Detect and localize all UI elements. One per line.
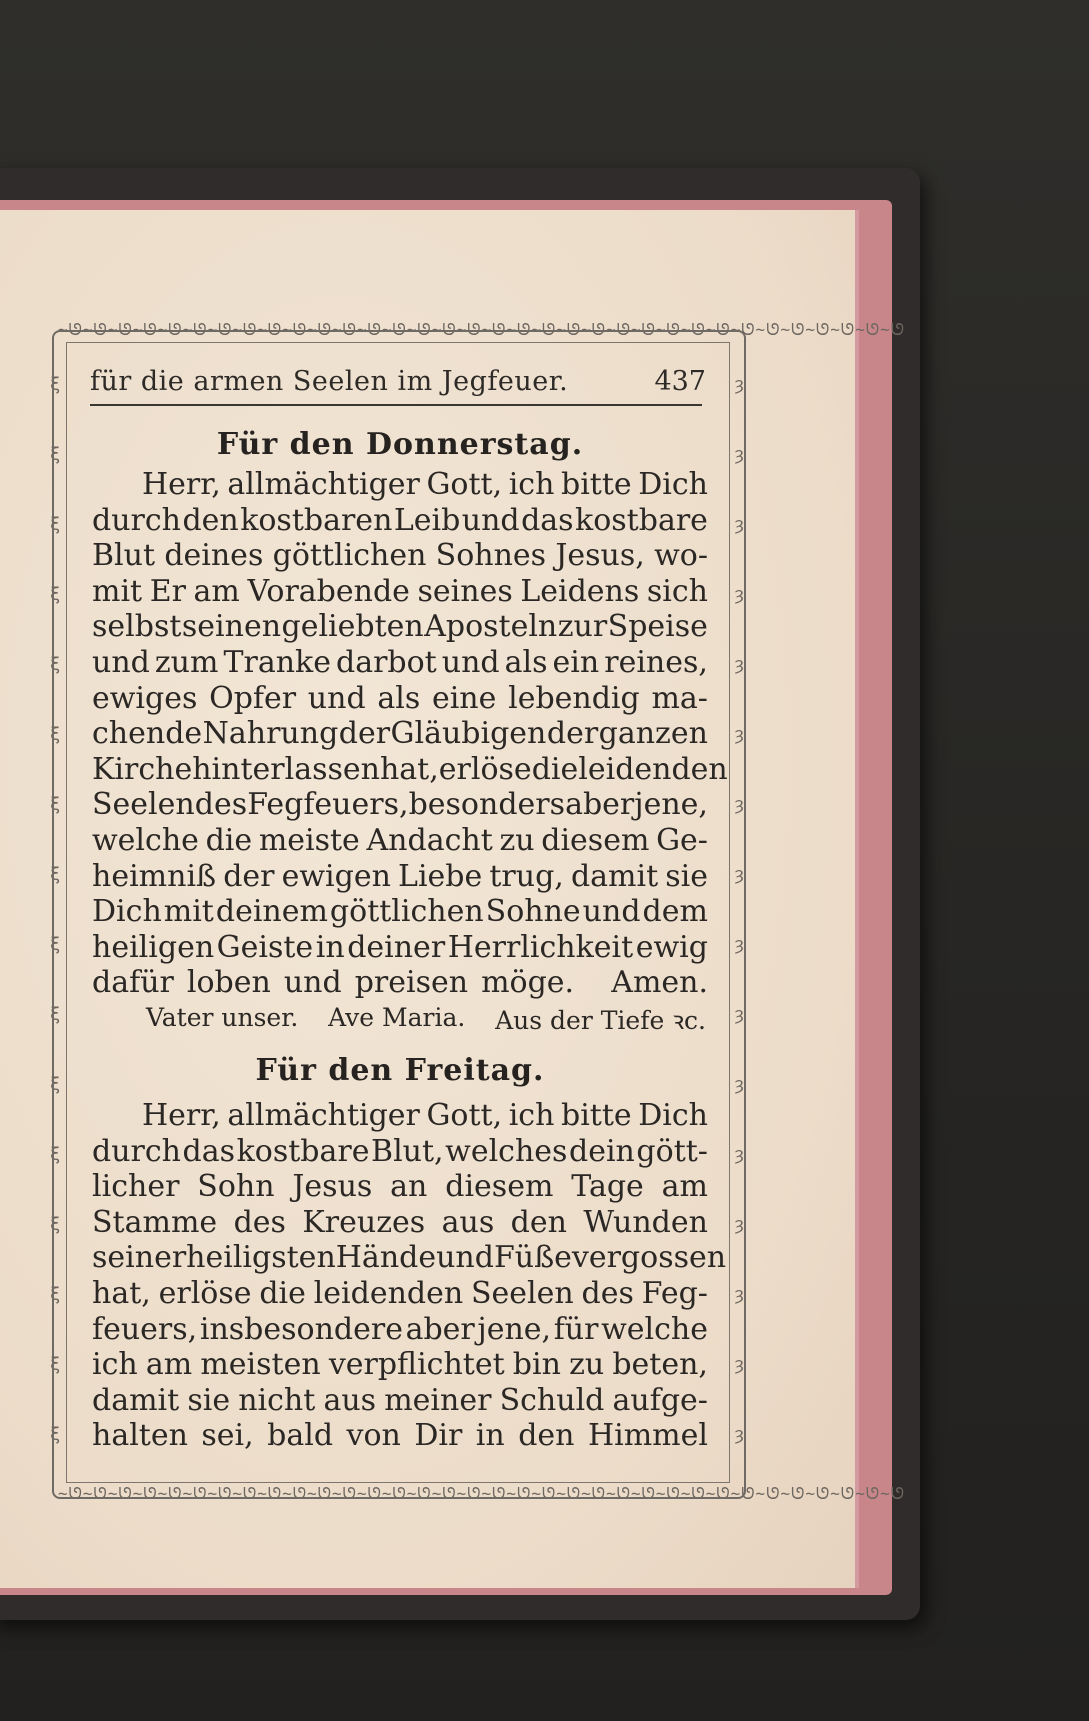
word: welche [601, 1311, 708, 1347]
word: Füße [493, 1240, 572, 1276]
word: Herr, [142, 467, 221, 502]
word: als [377, 680, 421, 716]
text-line [92, 645, 708, 681]
word: Seelen [470, 1275, 574, 1311]
word: in [475, 1418, 505, 1454]
word: meisten [200, 1347, 321, 1383]
word: ich [508, 1098, 555, 1133]
word: dafür [92, 965, 174, 1001]
word: Sohn [197, 1169, 275, 1205]
word: als [504, 644, 548, 680]
word: allmächtiger [227, 1098, 420, 1133]
word: Wunden [583, 1204, 708, 1240]
word: am [145, 1347, 193, 1383]
word: deiner [347, 929, 446, 965]
word: am [661, 1169, 708, 1205]
word: Gott, [426, 467, 503, 502]
word: möge. [481, 965, 575, 1001]
text-line [92, 965, 708, 1001]
word: Seelen [92, 787, 195, 823]
word: lebendig [508, 680, 640, 716]
word: Tranke [223, 644, 331, 680]
word: preisen [354, 965, 469, 1001]
word: reines, [604, 644, 708, 680]
word: bald [267, 1418, 334, 1454]
word: sie [665, 858, 708, 894]
ornamental-border-left: ξ ξ ξ ξ ξ ξ ξ ξ ξ ξ ξ ξ ξ ξ ξ ξ [49, 374, 61, 1445]
text-line [92, 751, 728, 788]
word: kostbare [575, 502, 708, 538]
text-line [92, 574, 708, 610]
word: hat, [379, 751, 439, 787]
word: zur [557, 609, 608, 645]
word: ewigen [281, 858, 391, 894]
word: und [441, 644, 500, 680]
text-line [92, 1418, 708, 1454]
text-line [92, 467, 708, 503]
paragraph-friday [92, 1098, 727, 1454]
word: loben [186, 965, 271, 1001]
word: den [518, 1418, 575, 1454]
word: geliebten [281, 609, 424, 645]
word: Opfer [209, 680, 297, 716]
header-rule [90, 404, 702, 406]
text-line [92, 1098, 708, 1134]
text-line [92, 716, 708, 752]
word: Er [149, 573, 186, 609]
word: bitte [560, 467, 632, 502]
word: Blut, [371, 1133, 444, 1169]
word: leidenden [578, 751, 728, 787]
word: heimniß [92, 858, 217, 894]
word: Andacht [366, 822, 493, 858]
text-line [92, 681, 708, 717]
paragraph-thursday [92, 467, 728, 1001]
word: des [581, 1275, 634, 1311]
word: diesem [445, 1169, 554, 1205]
word: der [546, 716, 599, 752]
word: meiner [384, 1382, 492, 1418]
word: aber [405, 1311, 475, 1347]
word: zum [154, 644, 219, 680]
word: der [338, 716, 391, 752]
word: ewig [635, 929, 708, 965]
ornamental-border-top: ~ᘎ~ᘎ~ᘎ~ᘎ~ᘎ~ᘎ~ᘎ~ᘎ~ᘎ~ᘎ~ᘎ~ᘎ~ᘎ~ᘎ~ᘎ~ᘎ~ᘎ~ᘎ~ᘎ~ᘎ~ᘎ~ᘎ~ᘎ~ᘎ~ᘎ~ᘎ~ᘎ~ᘎ~ᘎ~ᘎ~ᘎ~ᘎ~ᘎ~ᘎ [58, 320, 906, 339]
word: Fegfeuers, [247, 787, 409, 823]
word: seinen [181, 609, 282, 645]
word: in [315, 929, 345, 965]
word: Herr, [142, 1098, 221, 1133]
word: Liebe [398, 858, 483, 894]
word: Himmel [587, 1418, 708, 1454]
text-line [92, 894, 708, 930]
running-title: für die armen Seelen im Jegfeuer. [90, 366, 569, 397]
word: und [461, 502, 520, 538]
text-line [92, 1383, 708, 1419]
word: des [233, 1204, 286, 1240]
word: mit [92, 573, 143, 609]
word: deines [164, 538, 264, 574]
running-head [0, 362, 710, 406]
word: seiner [92, 1240, 187, 1276]
word: welches [445, 1133, 568, 1169]
text-line [92, 1205, 708, 1241]
word: durch [92, 502, 181, 538]
word: ewiges [92, 680, 198, 716]
word: sei, [201, 1418, 254, 1454]
word: aus [441, 1204, 495, 1240]
word: Kirche [92, 751, 193, 787]
word: Ge- [656, 822, 708, 858]
word: göttlichen [272, 538, 427, 574]
word: kostbare [236, 1133, 370, 1169]
word: erlöse [158, 1275, 252, 1311]
word: allmächtiger [227, 467, 420, 502]
word: Dich [638, 467, 708, 502]
word: erlöse [438, 751, 532, 787]
word: ma- [651, 680, 708, 716]
text-line [92, 859, 708, 895]
word: an [390, 1169, 428, 1205]
text-line [92, 609, 708, 645]
word: darbot [335, 644, 437, 680]
word: Gott, [426, 1098, 503, 1133]
word: bitte [560, 1098, 632, 1133]
word: bin [512, 1347, 561, 1383]
word: das [182, 1133, 236, 1169]
word: Amen. [611, 965, 709, 1001]
word: Leidens [520, 573, 640, 609]
text-line [92, 1169, 708, 1205]
word: kostbaren [240, 502, 393, 538]
word: hinterlassen [192, 751, 380, 787]
word: am [193, 573, 240, 609]
word: Leib [393, 502, 461, 538]
word: hat, [92, 1275, 151, 1311]
word: feuers, [92, 1311, 198, 1347]
word: damit [92, 1382, 180, 1418]
word: das [521, 502, 574, 538]
word: leidenden [313, 1275, 464, 1311]
word: trug, [489, 858, 564, 894]
text-line [92, 1276, 708, 1312]
word: von [346, 1418, 401, 1454]
word: selbst [92, 609, 182, 645]
word: Sohne [485, 894, 581, 930]
section-heading-thursday: Für den Donnerstag. [216, 427, 584, 462]
word: Tage [571, 1169, 644, 1205]
word: mit [163, 894, 214, 930]
word: wo- [654, 538, 708, 574]
prayer-item: Vater unser. [146, 1003, 299, 1032]
word: Dir [414, 1418, 463, 1454]
prayer-item: Aus der Tiefe ꝛc. [495, 1006, 706, 1035]
word: nicht [238, 1382, 316, 1418]
word: beten, [612, 1347, 708, 1383]
section-heading-friday: Für den Freitag. [255, 1053, 545, 1088]
word: Schuld [499, 1382, 605, 1418]
text-line [92, 538, 708, 574]
word: Hände [335, 1240, 437, 1276]
word: licher [92, 1169, 180, 1205]
word: den [510, 1204, 567, 1240]
page-number: 437 [654, 366, 706, 397]
word: Aposteln [424, 609, 558, 645]
word: Vorabende [247, 573, 410, 609]
word: chende [92, 716, 203, 752]
word: insbesondere [199, 1311, 403, 1347]
word: Dich [638, 1098, 708, 1133]
word: und [92, 644, 150, 680]
word: zu [499, 822, 535, 858]
text-line [92, 1347, 708, 1383]
word: Speise [607, 609, 708, 645]
ornamental-border-right: ȝ ȝ ȝ ȝ ȝ ȝ ȝ ȝ ȝ ȝ ȝ ȝ ȝ ȝ ȝ ȝ [733, 374, 745, 1445]
word: dem [642, 894, 708, 930]
word: welche [92, 822, 199, 858]
word: diesem [541, 822, 650, 858]
word: Dich [92, 894, 162, 930]
word: den [182, 502, 239, 538]
word: besonders [408, 787, 566, 823]
word: sich [646, 573, 708, 609]
ornamental-border-bottom: ~ᘎ~ᘎ~ᘎ~ᘎ~ᘎ~ᘎ~ᘎ~ᘎ~ᘎ~ᘎ~ᘎ~ᘎ~ᘎ~ᘎ~ᘎ~ᘎ~ᘎ~ᘎ~ᘎ~ᘎ~ᘎ~ᘎ~ᘎ~ᘎ~ᘎ~ᘎ~ᘎ~ᘎ~ᘎ~ᘎ~ᘎ~ᘎ~ᘎ~ᘎ [58, 1484, 906, 1503]
word: der [223, 858, 275, 894]
text-line [92, 1134, 708, 1170]
word: Geiste [216, 929, 314, 965]
word: durch [92, 1133, 181, 1169]
word: seines [417, 573, 513, 609]
text-line [92, 1240, 727, 1276]
word: zu [569, 1347, 605, 1383]
word: meiste [258, 822, 360, 858]
word: Jesus, [555, 538, 645, 574]
text-line [92, 930, 708, 966]
word: halten [92, 1418, 188, 1454]
word: und [307, 680, 366, 716]
word: jene, [477, 1311, 552, 1347]
word: eine [431, 680, 497, 716]
word: gött- [636, 1133, 708, 1169]
word: verpflichtet [328, 1347, 505, 1383]
word: vergossen [571, 1240, 727, 1276]
word: göttlichen [329, 894, 484, 930]
word: Herrlichkeit [447, 929, 634, 965]
word: und [582, 894, 641, 930]
word: deinem [215, 894, 328, 930]
word: Stamme [92, 1204, 218, 1240]
word: des [194, 787, 248, 823]
word: dein [569, 1133, 635, 1169]
word: ich [508, 467, 555, 502]
word: aus [323, 1382, 377, 1418]
text-line [92, 503, 708, 539]
word: ich [92, 1347, 138, 1383]
word: Sohnes [435, 538, 547, 574]
word: aufge- [612, 1382, 708, 1418]
word: aber [565, 787, 635, 823]
word: die [259, 1275, 306, 1311]
word: Feg- [641, 1275, 708, 1311]
word: für [553, 1311, 599, 1347]
text-line [92, 823, 708, 859]
word: Nahrung [202, 716, 339, 752]
word: heiligsten [186, 1240, 336, 1276]
word: die [531, 751, 579, 787]
prayer-item: Ave Maria. [328, 1003, 466, 1032]
word: jene, [634, 787, 708, 823]
word: ein [552, 644, 600, 680]
word: sie [187, 1382, 231, 1418]
word: die [205, 822, 253, 858]
word: Blut [92, 538, 156, 574]
word: Jesus [292, 1169, 373, 1205]
text-line [92, 1312, 708, 1348]
word: Kreuzes [302, 1204, 426, 1240]
word: Gläubigen [390, 716, 547, 752]
prayer-list [146, 1003, 706, 1037]
word: und [283, 965, 342, 1001]
word: heiligen [92, 929, 215, 965]
word: ganzen [598, 716, 708, 752]
text-line [92, 787, 708, 823]
word: und [436, 1240, 494, 1276]
word: damit [570, 858, 659, 894]
